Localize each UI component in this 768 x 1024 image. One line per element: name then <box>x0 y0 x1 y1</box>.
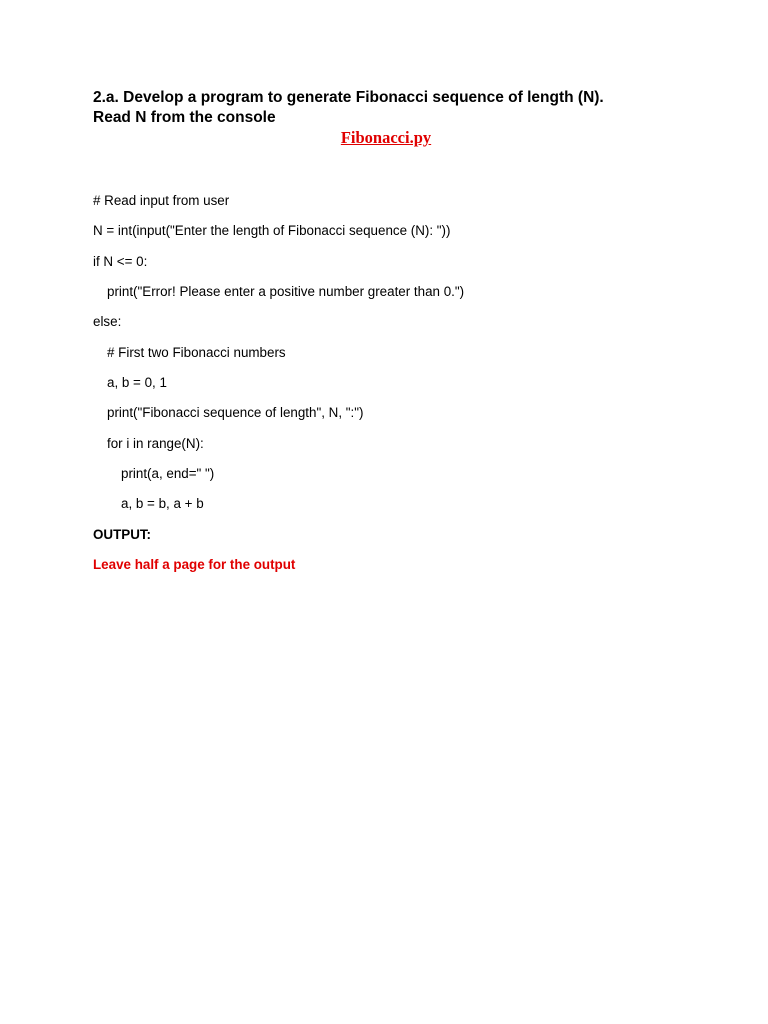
output-note: Leave half a page for the output <box>93 557 296 572</box>
code-line-print-a: print(a, end=" ") <box>121 466 215 481</box>
code-line-comment-read-input: # Read input from user <box>93 193 230 208</box>
question-heading <box>93 88 713 128</box>
code-line-for-loop: for i in range(N): <box>107 436 204 451</box>
heading-line-2: Read N from the console <box>93 109 276 126</box>
output-label: OUTPUT: <box>93 527 152 542</box>
code-line-comment-first-two: # First two Fibonacci numbers <box>107 345 286 360</box>
code-line-init-ab: a, b = 0, 1 <box>107 375 167 390</box>
code-line-else: else: <box>93 314 122 329</box>
file-title: Fibonacci.py <box>340 128 432 147</box>
code-line-read-n: N = int(input("Enter the length of Fibonacci sequence (N): ")) <box>93 223 451 238</box>
code-line-print-error: print("Error! Please enter a positive number greater than 0.") <box>107 284 465 299</box>
code-line-print-header: print("Fibonacci sequence of length", N, ":") <box>107 405 364 420</box>
code-line-if-check: if N <= 0: <box>93 254 148 269</box>
heading-line-1: 2.a. Develop a program to generate Fibonacci sequence of length (N). <box>93 89 604 106</box>
code-line-update-ab: a, b = b, a + b <box>121 496 204 511</box>
